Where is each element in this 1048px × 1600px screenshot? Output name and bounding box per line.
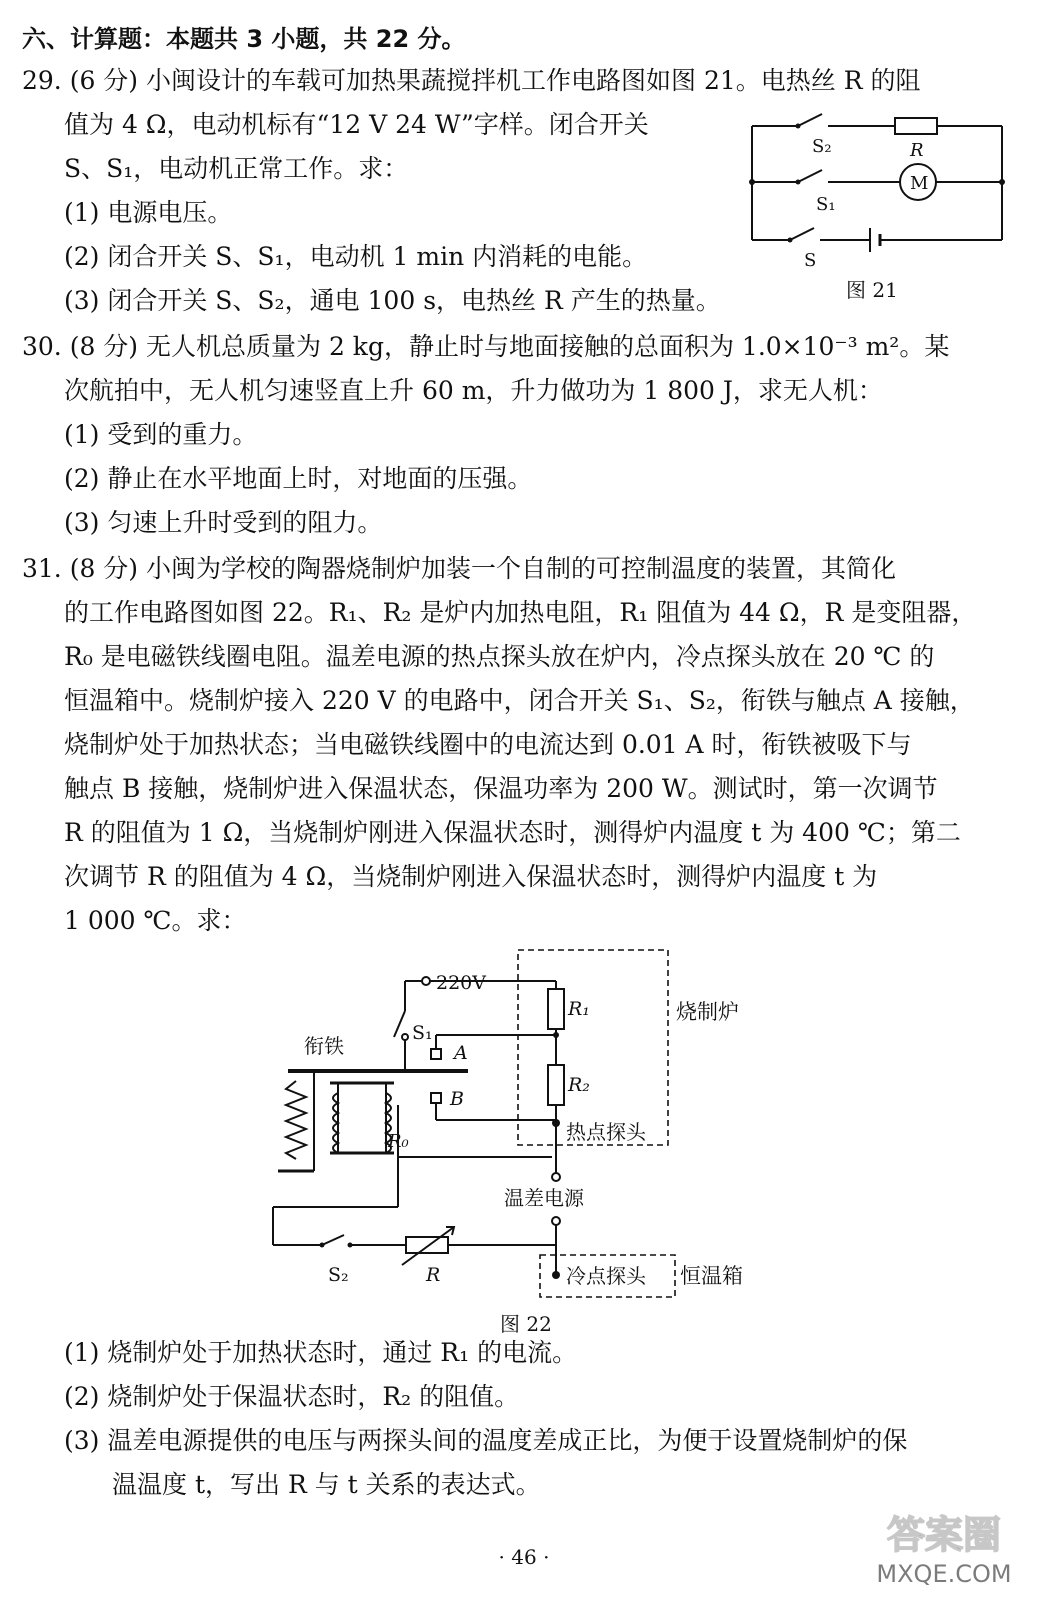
figure-21-circuit — [740, 108, 1020, 278]
q29-sub-2: (2) 闭合开关 S、S₁，电动机 1 min 内消耗的电能。 — [64, 242, 648, 271]
q31-sub-2: (2) 烧制炉处于保温状态时，R₂ 的阻值。 — [64, 1382, 520, 1411]
section-title: 六、计算题：本题共 3 小题，共 22 分。 — [22, 25, 466, 53]
fig22-label-thermo-source: 温差电源 — [504, 1186, 584, 1210]
fig22-label-s2: S₂ — [328, 1264, 349, 1286]
q30-line-1: 30. (8 分) 无人机总质量为 2 kg，静止时与地面接触的总面积为 1.0×10⁻³ m²。某 — [22, 332, 950, 361]
q29-sub-1: (1) 电源电压。 — [64, 198, 233, 227]
q31-sub-3: (3) 温差电源提供的电压与两探头间的温度差成正比，为便于设置烧制炉的保 — [64, 1426, 908, 1455]
figure-21-caption: 图 21 — [846, 278, 898, 302]
fig22-label-r: R — [426, 1264, 441, 1286]
q31-sub-1: (1) 烧制炉处于加热状态时，通过 R₁ 的电流。 — [64, 1338, 578, 1367]
fig21-label-motor: M — [910, 173, 929, 194]
q31-line-2: 的工作电路图如图 22。R₁、R₂ 是炉内加热电阻，R₁ 阻值为 44 Ω，R 是变阻器， — [64, 598, 977, 627]
fig22-label-cold-probe: 冷点探头 — [566, 1264, 646, 1288]
fig22-label-220v: 220V — [436, 972, 486, 994]
q30-sub-3: (3) 匀速上升时受到的阻力。 — [64, 508, 383, 537]
svg-text:MXQE.COM: MXQE.COM — [876, 1560, 1012, 1588]
q29-line-2: 值为 4 Ω，电动机标有“12 V 24 W”字样。闭合开关 — [64, 110, 649, 139]
fig22-label-furnace: 烧制炉 — [676, 1000, 739, 1024]
q30-sub-1: (1) 受到的重力。 — [64, 420, 258, 449]
fig22-label-r0: R₀ — [388, 1131, 409, 1152]
q31-line-5: 烧制炉处于加热状态；当电磁铁线圈中的电流达到 0.01 A 时，衔铁被吸下与 — [64, 730, 912, 759]
fig21-label-s2: S₂ — [812, 136, 832, 157]
q31-line-4: 恒温箱中。烧制炉接入 220 V 的电路中，闭合开关 S₁、S₂，衔铁与触点 A 接触， — [64, 686, 975, 715]
fig22-label-a: A — [454, 1042, 468, 1064]
figure-22-circuit — [268, 945, 798, 1305]
fig22-label-r2: R₂ — [568, 1074, 590, 1096]
q29-line-1: 29. (6 分) 小闽设计的车载可加热果蔬搅拌机工作电路图如图 21。电热丝 R 的阻 — [22, 66, 921, 95]
q31-line-9: 1 000 ℃。求： — [64, 906, 247, 935]
fig22-label-armature: 衔铁 — [304, 1034, 344, 1058]
fig22-label-r1: R₁ — [568, 998, 590, 1020]
q31-line-1: 31. (8 分) 小闽为学校的陶器烧制炉加装一个自制的可控制温度的装置，其简化 — [22, 554, 897, 583]
q29-sub-3: (3) 闭合开关 S、S₂，通电 100 s，电热丝 R 产生的热量。 — [64, 286, 721, 315]
svg-text:答案圈: 答案圈 — [886, 1513, 1002, 1557]
fig22-label-b: B — [450, 1088, 464, 1110]
fig22-label-s1: S₁ — [412, 1022, 433, 1044]
q31-line-3: R₀ 是电磁铁线圈电阻。温差电源的热点探头放在炉内，冷点探头放在 20 ℃ 的 — [64, 642, 935, 671]
q31-line-7: R 的阻值为 1 Ω，当烧制炉刚进入保温状态时，测得炉内温度 t 为 400 ℃；第二 — [64, 818, 961, 847]
q31-line-6: 触点 B 接触，烧制炉进入保温状态，保温功率为 200 W。测试时，第一次调节 — [64, 774, 938, 803]
q30-sub-2: (2) 静止在水平地面上时，对地面的压强。 — [64, 464, 533, 493]
fig21-label-r: R — [910, 140, 924, 161]
q31-sub-3-cont: 温温度 t，写出 R 与 t 关系的表达式。 — [112, 1470, 541, 1499]
figure-22-caption: 图 22 — [500, 1312, 552, 1336]
page-number: · 46 · — [498, 1545, 550, 1569]
q31-line-8: 次调节 R 的阻值为 4 Ω，当烧制炉刚进入保温状态时，测得炉内温度 t 为 — [64, 862, 878, 891]
fig21-label-s1: S₁ — [816, 194, 836, 215]
fig21-label-s: S — [804, 250, 817, 271]
fig22-label-thermostat-box: 恒温箱 — [680, 1264, 743, 1288]
q30-line-2: 次航拍中，无人机匀速竖直上升 60 m，升力做功为 1 800 J，求无人机： — [64, 376, 883, 405]
watermark-logo — [864, 1500, 1024, 1595]
q29-line-3: S、S₁，电动机正常工作。求： — [64, 154, 409, 183]
fig22-label-hot-probe: 热点探头 — [566, 1120, 646, 1144]
